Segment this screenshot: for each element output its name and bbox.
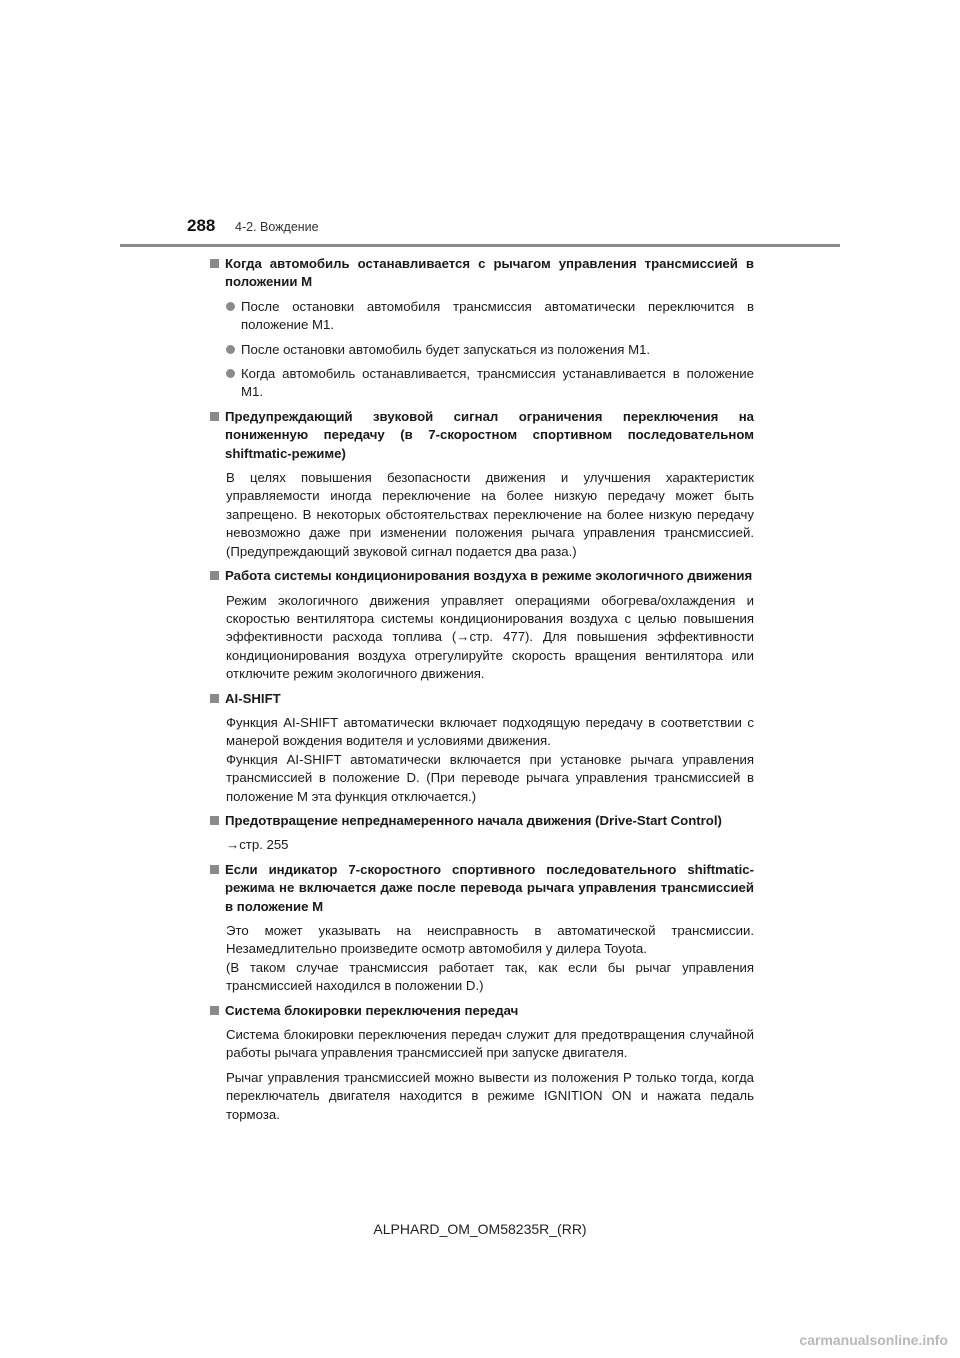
page-number: 288 [187, 216, 216, 235]
section-heading [210, 812, 754, 830]
bullet-item [226, 298, 754, 335]
bullet-item [226, 341, 754, 359]
section-label: 4-2. Вождение [235, 220, 319, 234]
section-heading-text: Когда автомобиль останавливается с рычагом управления трансмиссией в положении M [225, 256, 754, 290]
watermark: carmanualsonline.info [799, 1332, 948, 1348]
bullet-text: После остановки автомобиль будет запускаться из положения M1. [241, 341, 651, 357]
body-paragraph: Функция AI-SHIFT автоматически включает подходящую передачу в соответствии с манерой вождения водителя и условиями движения. [226, 714, 754, 749]
body-paragraph: Система блокировки переключения передач служит для предотвращения случайной работы рычага управления трансмиссией при запуске двигателя. [226, 1027, 754, 1061]
section-heading [210, 861, 754, 916]
bullet-text: После остановки автомобиля трансмиссия автоматически переключится в положение M1. [241, 298, 754, 333]
page-content [210, 255, 754, 1130]
body-paragraph: (В таком случае трансмиссия работает так, как если бы рычаг управления трансмиссией находился в положении D.) [226, 959, 754, 994]
square-bullet-icon [210, 1006, 219, 1015]
bullet-text: Когда автомобиль останавливается, трансмиссия устанавливается в положение M1. [241, 366, 754, 400]
section-heading-text: Предупреждающий звуковой сигнал ограничения переключения на пониженную передачу (в 7-скоростном спортивном последовательном shiftmatic-режиме) [225, 408, 754, 461]
body-paragraph: Режим экологичного движения управляет операциями обогрева/охлаждения и скоростью вентилятора системы кондиционирования воздуха с целью повышения эффективности расхода топлива (→стр. 477). Для повышения эффективности кондиционирования воздуха отрегулируйте скорость вращения вентилятора или отключите режим экологичного движения. [226, 592, 754, 682]
square-bullet-icon [210, 412, 219, 421]
square-bullet-icon [210, 571, 219, 580]
header-divider [120, 244, 840, 247]
section-heading [210, 567, 754, 585]
body-paragraph: Функция AI-SHIFT автоматически включается при установке рычага управления трансмиссией в положение D. (При переводе рычага управления трансмиссией в положение M эта функция отключается.) [226, 751, 754, 804]
section-heading [210, 1002, 754, 1020]
page-reference: →стр. 255 [226, 837, 289, 853]
square-bullet-icon [210, 259, 219, 268]
body-paragraph: В целях повышения безопасности движения и улучшения характеристик управляемости иногда переключение на более низкую передачу может быть запрещено. В некоторых обстоятельствах переключение на более низкую передачу невозможно даже при изменении положения рычага управления трансмиссией. (Предупреждающий звуковой сигнал подается два раза.) [226, 470, 754, 559]
document-code: ALPHARD_OM_OM58235R_(RR) [373, 1221, 587, 1237]
section-heading [210, 408, 754, 463]
circle-bullet-icon [226, 345, 235, 354]
body-paragraph: Это может указывать на неисправность в автоматической трансмиссии. Незамедлительно произведите осмотр автомобиля у дилера Toyota. [226, 923, 754, 957]
body-paragraph: Рычаг управления трансмиссией можно вывести из положения P только тогда, когда переключатель двигателя находится в режиме IGNITION ON и нажата педаль тормоза. [226, 1069, 754, 1122]
bullet-item [226, 365, 754, 402]
section-heading [210, 690, 754, 708]
square-bullet-icon [210, 865, 219, 874]
square-bullet-icon [210, 816, 219, 825]
circle-bullet-icon [226, 302, 235, 311]
section-heading [210, 255, 754, 292]
section-heading-text: AI-SHIFT [225, 690, 281, 706]
circle-bullet-icon [226, 369, 235, 378]
section-heading-text: Работа системы кондиционирования воздуха в режиме экологичного движения [225, 568, 753, 584]
section-heading-text: Система блокировки переключения передач [225, 1002, 519, 1018]
section-heading-text: Предотвращение непреднамеренного начала движения (Drive-Start Control) [225, 812, 722, 828]
section-heading-text: Если индикатор 7-скоростного спортивного последовательного shiftmatic-режима не включается даже после перевода рычага управления трансмиссией в положение M [225, 861, 754, 914]
square-bullet-icon [210, 694, 219, 703]
